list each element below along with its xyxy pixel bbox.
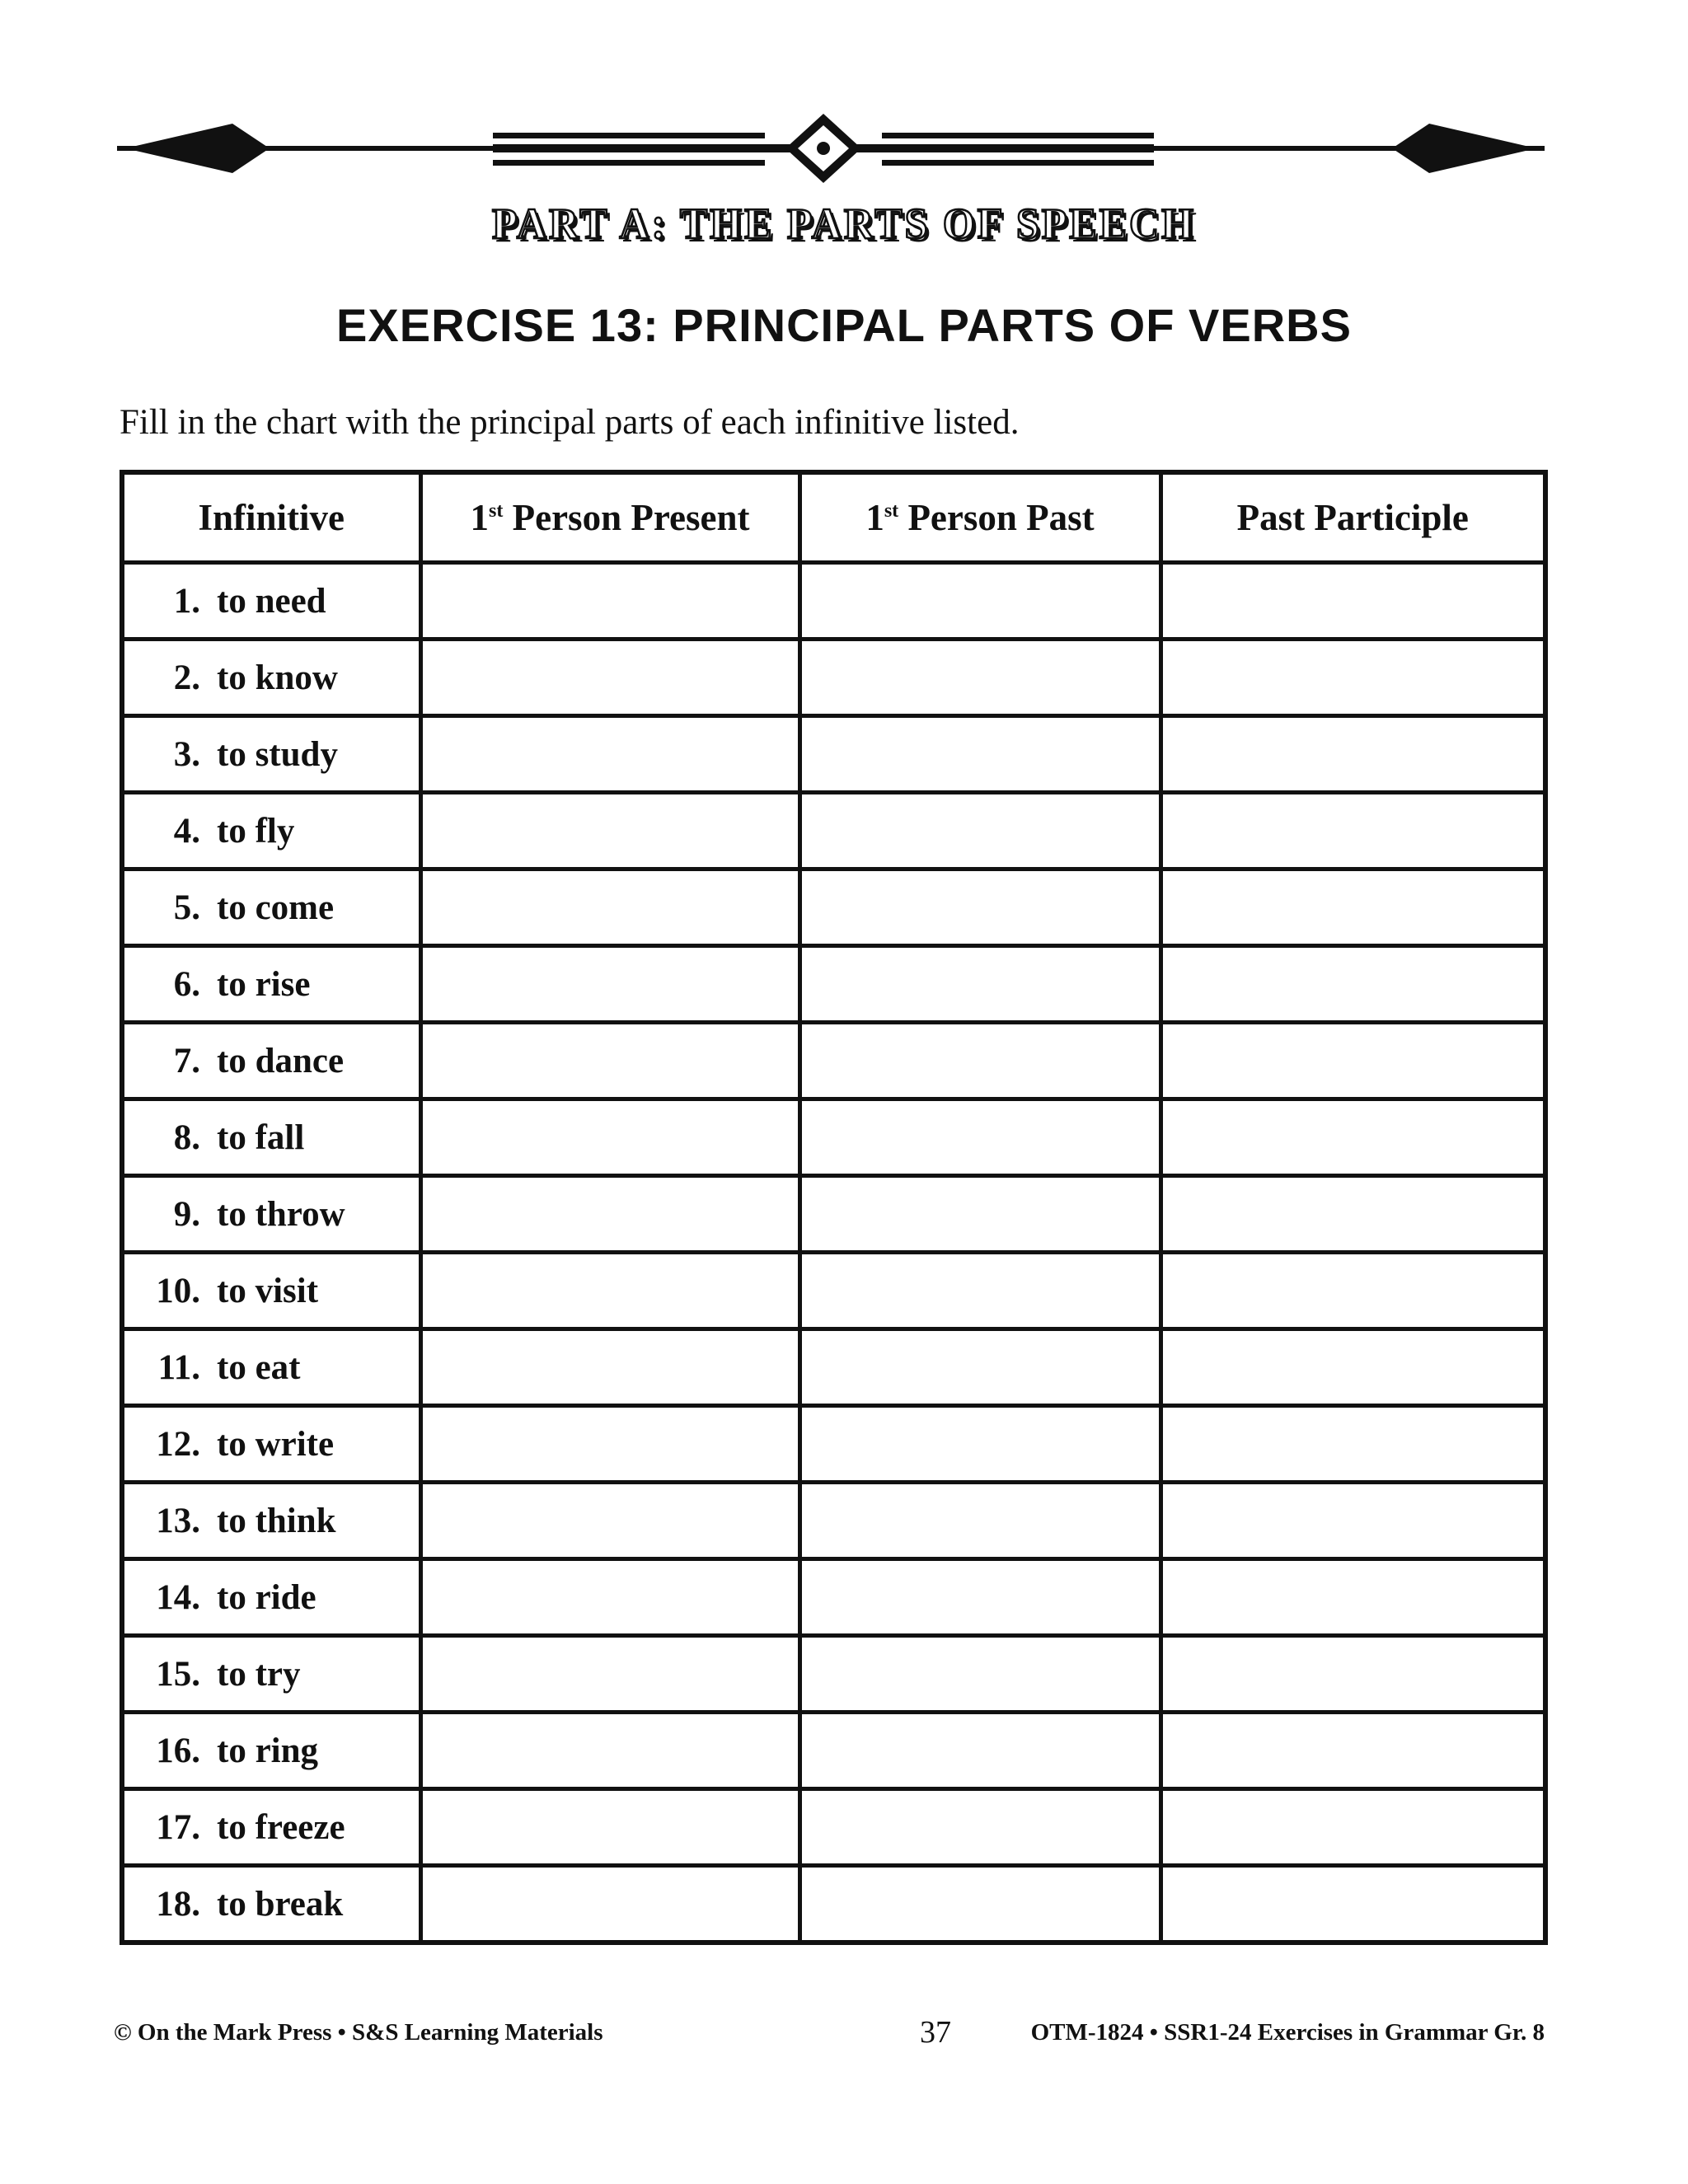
first-person-present-cell[interactable] <box>420 1636 799 1713</box>
infinitive-verb: to write <box>217 1424 335 1464</box>
first-person-present-cell[interactable] <box>420 563 799 640</box>
column-header-infinitive: Infinitive <box>122 472 420 563</box>
table-row <box>122 1099 1545 1176</box>
first-person-past-cell[interactable] <box>799 869 1160 946</box>
first-person-past-cell[interactable] <box>799 716 1160 793</box>
past-participle-cell[interactable] <box>1160 1176 1545 1253</box>
principal-parts-table <box>120 470 1548 1945</box>
row-number: 1. <box>173 581 200 621</box>
table-row <box>122 1176 1545 1253</box>
table-row <box>122 716 1545 793</box>
infinitive-cell <box>122 716 420 793</box>
first-person-present-field[interactable] <box>423 1868 798 1940</box>
first-person-past-field[interactable] <box>802 1868 1159 1940</box>
first-person-present-field[interactable] <box>423 1484 798 1557</box>
exercise-title: EXERCISE 13: PRINCIPAL PARTS OF VERBS <box>336 299 1352 351</box>
table-row <box>122 946 1545 1023</box>
first-person-present-field[interactable] <box>423 1408 798 1480</box>
past-participle-field[interactable] <box>1163 1561 1544 1633</box>
row-number: 16. <box>156 1731 200 1770</box>
row-number: 10. <box>156 1271 200 1310</box>
first-person-past-field[interactable] <box>802 1024 1159 1097</box>
page-footer <box>114 2015 1545 2060</box>
infinitive-verb: to rise <box>217 964 311 1004</box>
first-person-present-cell[interactable] <box>420 1253 799 1329</box>
first-person-present-cell[interactable] <box>420 869 799 946</box>
table-header-row <box>122 472 1545 563</box>
product-code: OTM-1824 • SSR1-24 Exercises in Grammar Gr. 8 <box>1030 2019 1545 2046</box>
infinitive-verb: to dance <box>217 1041 345 1080</box>
row-number: 7. <box>173 1041 200 1080</box>
first-person-past-field[interactable] <box>802 794 1159 867</box>
first-person-past-cell[interactable] <box>799 1559 1160 1636</box>
first-person-present-field[interactable] <box>423 565 798 637</box>
first-person-present-cell[interactable] <box>420 1176 799 1253</box>
infinitive-cell <box>122 1713 420 1789</box>
first-person-present-field[interactable] <box>423 1331 798 1404</box>
past-participle-field[interactable] <box>1163 718 1544 790</box>
infinitive-verb: to throw <box>217 1194 345 1234</box>
first-person-present-field[interactable] <box>423 1714 798 1787</box>
first-person-present-field[interactable] <box>423 1024 798 1097</box>
infinitive-cell <box>122 1176 420 1253</box>
infinitive-verb: to ring <box>217 1731 319 1770</box>
past-participle-field[interactable] <box>1163 641 1544 714</box>
first-person-past-cell[interactable] <box>799 1866 1160 1943</box>
past-participle-cell[interactable] <box>1160 716 1545 793</box>
part-heading: PART A: THE PARTS OF SPEECH <box>492 199 1196 248</box>
first-person-present-field[interactable] <box>423 948 798 1020</box>
first-person-past-cell[interactable] <box>799 563 1160 640</box>
past-participle-field[interactable] <box>1163 794 1544 867</box>
past-participle-cell[interactable] <box>1160 1329 1545 1406</box>
first-person-past-cell[interactable] <box>799 1253 1160 1329</box>
past-participle-field[interactable] <box>1163 1484 1544 1557</box>
table-row <box>122 1866 1545 1943</box>
first-person-past-cell[interactable] <box>799 1176 1160 1253</box>
column-header-first-person-past: 1st Person Past <box>799 472 1160 563</box>
first-person-past-cell[interactable] <box>799 1483 1160 1559</box>
table-row <box>122 1636 1545 1713</box>
first-person-past-field[interactable] <box>802 871 1159 944</box>
first-person-present-cell[interactable] <box>420 1789 799 1866</box>
first-person-present-field[interactable] <box>423 794 798 867</box>
past-participle-cell[interactable] <box>1160 946 1545 1023</box>
past-participle-field[interactable] <box>1163 1178 1544 1250</box>
past-participle-cell[interactable] <box>1160 1636 1545 1713</box>
past-participle-cell[interactable] <box>1160 640 1545 716</box>
past-participle-field[interactable] <box>1163 948 1544 1020</box>
infinitive-verb: to fly <box>217 811 295 851</box>
infinitive-cell <box>122 1253 420 1329</box>
row-number: 9. <box>173 1194 200 1234</box>
past-participle-cell[interactable] <box>1160 1483 1545 1559</box>
infinitive-verb: to study <box>217 734 338 774</box>
first-person-past-cell[interactable] <box>799 1023 1160 1099</box>
past-participle-field[interactable] <box>1163 1714 1544 1787</box>
table-row <box>122 1329 1545 1406</box>
infinitive-cell <box>122 946 420 1023</box>
first-person-past-field[interactable] <box>802 641 1159 714</box>
table-row <box>122 1559 1545 1636</box>
first-person-past-cell[interactable] <box>799 1713 1160 1789</box>
past-participle-field[interactable] <box>1163 1101 1544 1174</box>
past-participle-cell[interactable] <box>1160 1559 1545 1636</box>
first-person-present-cell[interactable] <box>420 1406 799 1483</box>
past-participle-cell[interactable] <box>1160 1406 1545 1483</box>
first-person-past-field[interactable] <box>802 718 1159 790</box>
first-person-past-field[interactable] <box>802 1178 1159 1250</box>
table-row <box>122 793 1545 869</box>
infinitive-cell <box>122 1329 420 1406</box>
first-person-past-cell[interactable] <box>799 1636 1160 1713</box>
first-person-past-field[interactable] <box>802 1101 1159 1174</box>
first-person-present-field[interactable] <box>423 1178 798 1250</box>
infinitive-verb: to try <box>217 1654 301 1694</box>
decorative-banner <box>117 107 1545 190</box>
first-person-present-field[interactable] <box>423 871 798 944</box>
past-participle-cell[interactable] <box>1160 1789 1545 1866</box>
right-diamond-icon <box>1392 124 1536 173</box>
infinitive-verb: to need <box>217 581 326 621</box>
first-person-present-cell[interactable] <box>420 1099 799 1176</box>
infinitive-cell <box>122 793 420 869</box>
infinitive-cell <box>122 1406 420 1483</box>
instructions-text: Fill in the chart with the principal parts of each infinitive listed. <box>120 403 1020 442</box>
ornament-divider-icon <box>117 107 1545 190</box>
first-person-present-field[interactable] <box>423 718 798 790</box>
infinitive-verb: to know <box>217 658 338 697</box>
first-person-present-field[interactable] <box>423 1791 798 1863</box>
past-participle-cell[interactable] <box>1160 563 1545 640</box>
row-number: 12. <box>156 1424 200 1464</box>
first-person-past-field[interactable] <box>802 1254 1159 1327</box>
first-person-present-cell[interactable] <box>420 1023 799 1099</box>
infinitive-cell <box>122 869 420 946</box>
table-row <box>122 1483 1545 1559</box>
first-person-past-field[interactable] <box>802 565 1159 637</box>
infinitive-cell <box>122 640 420 716</box>
first-person-present-cell[interactable] <box>420 640 799 716</box>
past-participle-cell[interactable] <box>1160 869 1545 946</box>
first-person-past-cell[interactable] <box>799 793 1160 869</box>
first-person-past-cell[interactable] <box>799 1329 1160 1406</box>
first-person-past-field[interactable] <box>802 1408 1159 1480</box>
row-number: 15. <box>156 1654 200 1694</box>
row-number: 13. <box>156 1501 200 1540</box>
infinitive-verb: to visit <box>217 1271 319 1310</box>
row-number: 18. <box>156 1884 200 1924</box>
first-person-past-field[interactable] <box>802 1484 1159 1557</box>
column-header-past-participle: Past Participle <box>1160 472 1545 563</box>
row-number: 11. <box>157 1347 200 1387</box>
first-person-present-cell[interactable] <box>420 793 799 869</box>
past-participle-cell[interactable] <box>1160 1253 1545 1329</box>
first-person-past-field[interactable] <box>802 1638 1159 1710</box>
first-person-past-field[interactable] <box>802 1561 1159 1633</box>
past-participle-field[interactable] <box>1163 1331 1544 1404</box>
infinitive-cell <box>122 1559 420 1636</box>
first-person-present-field[interactable] <box>423 1561 798 1633</box>
row-number: 6. <box>173 964 200 1004</box>
infinitive-cell <box>122 1789 420 1866</box>
first-person-present-cell[interactable] <box>420 1713 799 1789</box>
first-person-past-cell[interactable] <box>799 946 1160 1023</box>
table-row <box>122 1023 1545 1099</box>
infinitive-cell <box>122 1636 420 1713</box>
first-person-present-field[interactable] <box>423 1101 798 1174</box>
first-person-past-cell[interactable] <box>799 1789 1160 1866</box>
infinitive-verb: to eat <box>217 1347 301 1387</box>
left-diamond-icon <box>125 124 270 173</box>
first-person-present-cell[interactable] <box>420 1329 799 1406</box>
table-row <box>122 563 1545 640</box>
row-number: 4. <box>173 811 200 851</box>
row-number: 8. <box>173 1118 200 1157</box>
row-number: 5. <box>173 888 200 927</box>
first-person-past-cell[interactable] <box>799 1099 1160 1176</box>
past-participle-cell[interactable] <box>1160 793 1545 869</box>
past-participle-field[interactable] <box>1163 565 1544 637</box>
first-person-present-cell[interactable] <box>420 1559 799 1636</box>
past-participle-field[interactable] <box>1163 871 1544 944</box>
page-number: 37 <box>920 2015 951 2050</box>
infinitive-verb: to break <box>217 1884 344 1924</box>
first-person-past-cell[interactable] <box>799 640 1160 716</box>
infinitive-verb: to think <box>217 1501 336 1540</box>
first-person-present-cell[interactable] <box>420 1483 799 1559</box>
row-number: 3. <box>173 734 200 774</box>
row-number: 2. <box>173 658 200 697</box>
first-person-past-field[interactable] <box>802 1791 1159 1863</box>
infinitive-verb: to fall <box>217 1118 305 1157</box>
table-row <box>122 1406 1545 1483</box>
infinitive-cell <box>122 1099 420 1176</box>
row-number: 17. <box>156 1807 200 1847</box>
table-row <box>122 1789 1545 1866</box>
infinitive-cell <box>122 1023 420 1099</box>
table-row <box>122 1713 1545 1789</box>
past-participle-field[interactable] <box>1163 1408 1544 1480</box>
first-person-past-field[interactable] <box>802 1331 1159 1404</box>
infinitive-cell <box>122 1866 420 1943</box>
past-participle-field[interactable] <box>1163 1024 1544 1097</box>
table-row <box>122 869 1545 946</box>
past-participle-cell[interactable] <box>1160 1866 1545 1943</box>
column-header-first-person-present: 1st Person Present <box>420 472 799 563</box>
first-person-past-cell[interactable] <box>799 1406 1160 1483</box>
infinitive-cell <box>122 563 420 640</box>
table-row <box>122 640 1545 716</box>
table-row <box>122 1253 1545 1329</box>
infinitive-verb: to ride <box>217 1577 316 1617</box>
first-person-past-field[interactable] <box>802 1714 1159 1787</box>
past-participle-field[interactable] <box>1163 1791 1544 1863</box>
infinitive-cell <box>122 1483 420 1559</box>
past-participle-cell[interactable] <box>1160 1023 1545 1099</box>
first-person-past-field[interactable] <box>802 948 1159 1020</box>
past-participle-field[interactable] <box>1163 1254 1544 1327</box>
publisher-credit: © On the Mark Press • S&S Learning Materials <box>114 2019 603 2046</box>
first-person-present-field[interactable] <box>423 1638 798 1710</box>
infinitive-verb: to freeze <box>217 1807 345 1847</box>
past-participle-field[interactable] <box>1163 1638 1544 1710</box>
past-participle-cell[interactable] <box>1160 1099 1545 1176</box>
first-person-present-cell[interactable] <box>420 716 799 793</box>
first-person-present-field[interactable] <box>423 641 798 714</box>
first-person-present-cell[interactable] <box>420 946 799 1023</box>
row-number: 14. <box>156 1577 200 1617</box>
infinitive-verb: to come <box>217 888 335 927</box>
past-participle-cell[interactable] <box>1160 1713 1545 1789</box>
first-person-present-cell[interactable] <box>420 1866 799 1943</box>
past-participle-field[interactable] <box>1163 1868 1544 1940</box>
first-person-present-field[interactable] <box>423 1254 798 1327</box>
